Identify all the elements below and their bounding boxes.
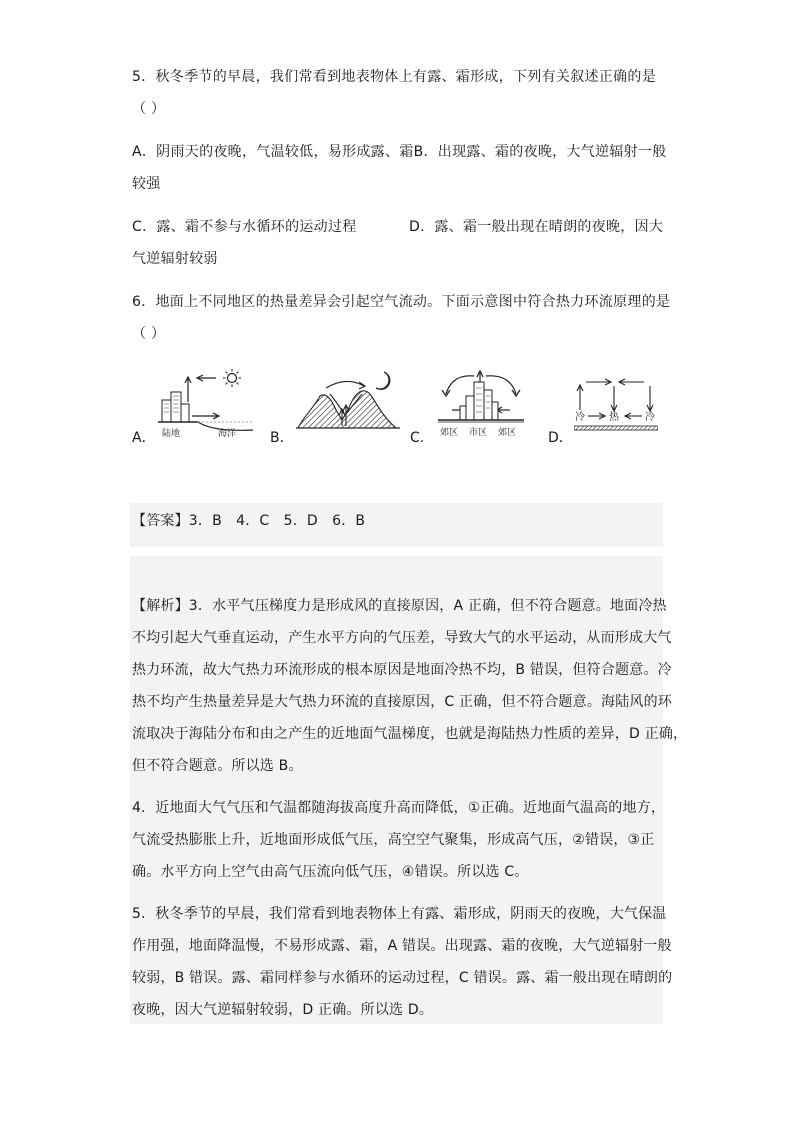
q6-option-b-label: B．	[270, 430, 294, 446]
q5-paren: （ ）	[132, 101, 166, 117]
moon-icon	[376, 372, 390, 389]
analysis-q3-line: 流取决于海陆分布和由之产生的近地面气温梯度，也就是海陆热力性质的差异，D 正确，	[132, 726, 688, 742]
q6-option-a-label: A．	[132, 430, 156, 446]
analysis-q5-line: 5．秋冬季节的早晨，我们常看到地表物体上有露、霜形成，阴雨天的夜晚，大气保温	[132, 906, 667, 922]
q5-stem: 5．秋冬季节的早晨，我们常看到地表物体上有露、霜形成，下列有关叙述正确的是	[132, 69, 657, 85]
q5-option-d-line1: D．露、霜一般出现在晴朗的夜晚，因大	[409, 219, 664, 235]
sea-land-breeze-diagram	[158, 366, 258, 442]
q5-option-d-line2: 气逆辐射较弱	[132, 251, 218, 267]
analysis-q5-line: 夜晚，因大气逆辐射较弱，D 正确。所以选 D。	[132, 1002, 434, 1018]
hot-label: 热	[609, 412, 619, 423]
cold-left-label: 冷	[575, 412, 585, 423]
analysis-q3-line: 热不均产生热量差异是大气热力环流的直接原因，C 正确，但不符合题意。海陆风的环	[132, 694, 673, 710]
urban-label: 市区	[469, 428, 488, 438]
answer-text: 【答案】3．B 4．C 5．D 6．B	[132, 513, 366, 529]
q5-options-ab-line1: A．阴雨天的夜晚，气温较低，易形成露、霜B．出现露、霜的夜晚，大气逆辐射一般	[132, 144, 667, 160]
analysis-q5-line: 较弱，B 错误。露、霜同样参与水循环的运动过程，C 错误。露、霜一般出现在晴朗的	[132, 970, 673, 986]
q5-option-c: C．露、霜不参与水循环的运动过程	[132, 219, 357, 235]
analysis-q4-line: 确。水平方向上空气由高气压流向低气压，④错误。所以选 C。	[132, 864, 529, 880]
land-label: 陆地	[162, 429, 181, 439]
thermal-circulation-diagram	[574, 376, 658, 436]
analysis-q3-line: 【解析】3．水平气压梯度力是形成风的直接原因，A 正确，但不符合题意。地面冷热	[132, 598, 667, 614]
q5-options-ab-line2: 较强	[132, 176, 161, 192]
analysis-q3-line: 但不符合题意。所以选 B。	[132, 758, 303, 774]
sea-label: 海洋	[218, 429, 237, 439]
q6-option-c-label: C．	[410, 430, 434, 446]
q6-paren: （ ）	[132, 326, 166, 342]
sun-icon	[223, 369, 241, 387]
suburb-left-label: 郊区	[440, 428, 459, 438]
analysis-q4-line: 气流受热膨胀上升，近地面形成低气压，高空空气聚集，形成高气压，②错误，③正	[132, 832, 655, 848]
q6-option-d-label: D．	[548, 430, 573, 446]
analysis-q3-line: 热力环流，故大气热力环流形成的根本原因是地面冷热不均，B 错误，但符合题意。冷	[132, 662, 672, 678]
cold-right-label: 冷	[645, 412, 655, 423]
suburb-right-label: 郊区	[498, 428, 517, 438]
mountain-valley-breeze-diagram	[296, 366, 402, 438]
q6-stem: 6．地面上不同地区的热量差异会引起空气流动。下面示意图中符合热力环流原理的是	[132, 294, 671, 310]
analysis-q5-line: 作用强，地面降温慢，不易形成露、霜，A 错误。出现露、霜的夜晚，大气逆辐射一般	[132, 938, 672, 954]
analysis-q3-line: 不均引起大气垂直运动，产生水平方向的气压差，导致大气的水平运动，从而形成大气	[132, 630, 672, 646]
urban-heat-island-diagram	[434, 364, 528, 442]
analysis-q4-line: 4．近地面大气气压和气温都随海拔高度升高而降低，①正确。近地面气温高的地方，	[132, 800, 666, 816]
